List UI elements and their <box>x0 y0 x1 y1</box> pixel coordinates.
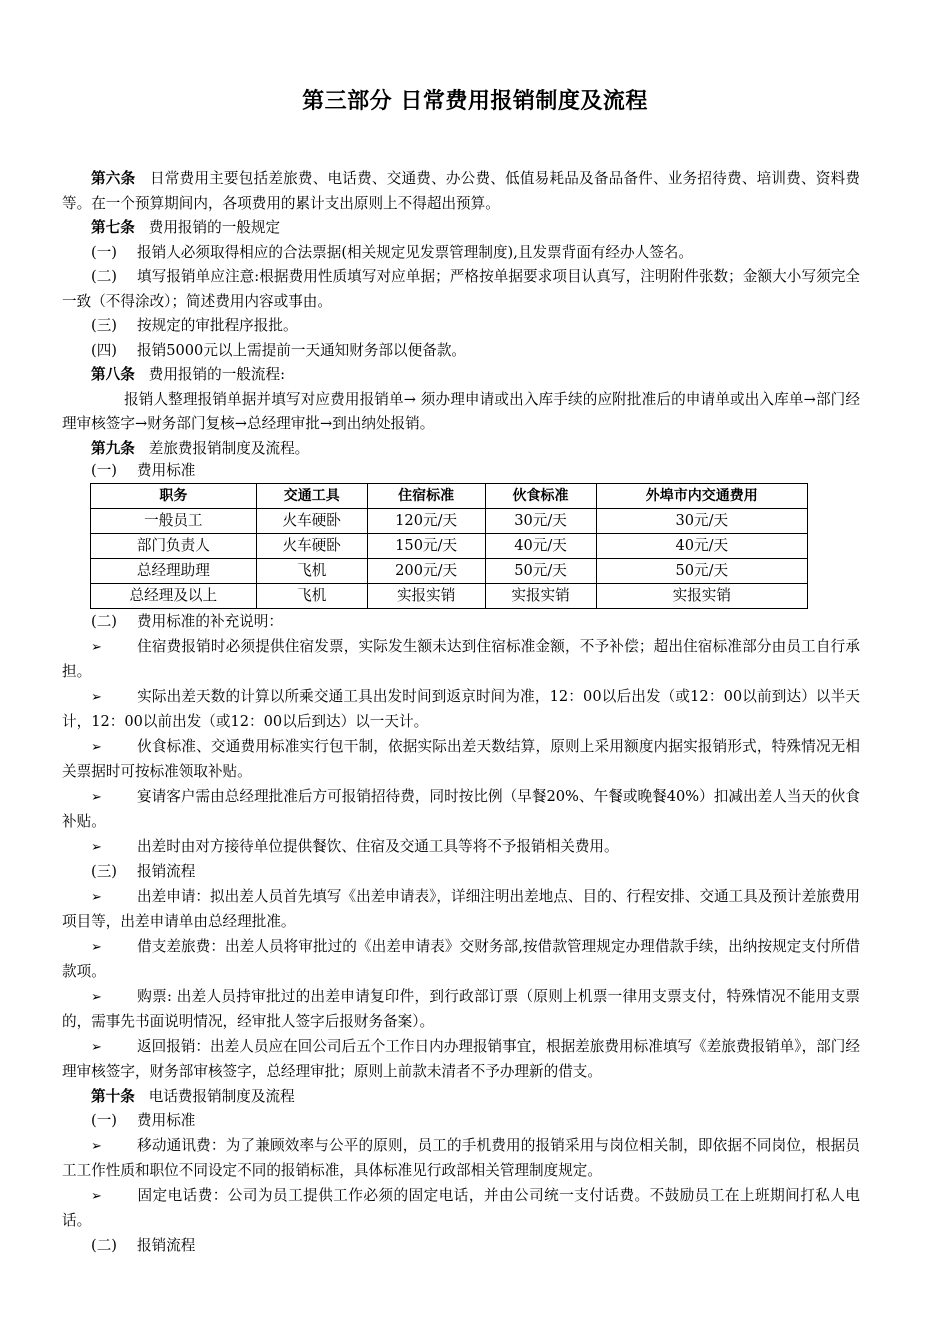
table-row <box>91 584 808 609</box>
arrow-bullet-icon: ➢ <box>91 989 102 1005</box>
table-cell: 200元/天 <box>367 559 485 584</box>
list-item <box>62 314 860 339</box>
article-7 <box>62 216 860 241</box>
item-number: (一) <box>91 1112 117 1129</box>
bullet-item <box>62 885 860 935</box>
subsection-title: 费用标准 <box>137 1112 196 1129</box>
item-text: 按规定的审批程序报批。 <box>137 317 298 334</box>
table-cell: 一般员工 <box>91 509 257 534</box>
article-label: 第八条 <box>91 366 135 383</box>
column-header: 住宿标准 <box>367 484 485 509</box>
table-cell: 飞机 <box>256 584 367 609</box>
arrow-bullet-icon: ➢ <box>91 689 102 705</box>
arrow-bullet-icon: ➢ <box>91 1188 102 1204</box>
table-cell: 120元/天 <box>367 509 485 534</box>
column-header: 伙食标准 <box>485 484 596 509</box>
subsection <box>62 610 860 635</box>
bullet-text: 实际出差天数的计算以所乘交通工具出发时间到返京时间为准，12：00以后出发（或12：00以前到达）以半天计，12：00以前出发（或12：00以后到达）以一天计。 <box>62 687 860 730</box>
arrow-bullet-icon: ➢ <box>91 789 102 805</box>
table-cell: 总经理助理 <box>91 559 257 584</box>
subsection <box>62 461 860 481</box>
arrow-bullet-icon: ➢ <box>91 839 102 855</box>
article-text: 费用报销的一般流程: <box>148 366 285 383</box>
arrow-bullet-icon: ➢ <box>91 939 102 955</box>
table-row <box>91 559 808 584</box>
table-cell: 飞机 <box>256 559 367 584</box>
table-cell: 部门负责人 <box>91 534 257 559</box>
table-header-row <box>91 484 808 509</box>
subsection <box>62 1234 860 1259</box>
article-label: 第九条 <box>91 439 135 457</box>
table-cell: 40元/天 <box>596 534 807 559</box>
item-number: (一) <box>91 243 117 261</box>
list-item <box>62 265 860 314</box>
article-text: 差旅费报销制度及流程。 <box>148 439 310 457</box>
arrow-bullet-icon: ➢ <box>91 1039 102 1055</box>
item-number: (二) <box>91 268 117 285</box>
article-text: 电话费报销制度及流程 <box>148 1087 295 1105</box>
column-header: 职务 <box>91 484 257 509</box>
subsection <box>62 1109 860 1134</box>
item-text: 报销人必须取得相应的合法票据(相关规定见发票管理制度),且发票背面有经办人签名。 <box>137 243 693 261</box>
bullet-text: 移动通讯费：为了兼顾效率与公平的原则，员工的手机费用的报销采用与岗位相关制，即依据不同岗位，根据员工工作性质和职位不同设定不同的报销标准，具体标准见行政部相关管理制度规定。 <box>62 1136 860 1179</box>
bullet-text: 伙食标准、交通费用标准实行包干制，依据实际出差天数结算，原则上采用额度内据实报销形式，特殊情况无相关票据时可按标准领取补贴。 <box>62 737 860 780</box>
article-text: 费用报销的一般规定 <box>148 219 281 236</box>
table-cell: 实报实销 <box>485 584 596 609</box>
bullet-item <box>62 985 860 1035</box>
process-flow: 报销人整理报销单据并填写对应费用报销单→ 须办理申请或出入库手续的应附批准后的申请单或出入库单→部门经理审核签字→财务部门复核→总经理审批→到出纳处报销。 <box>62 390 860 432</box>
bullet-item <box>62 935 860 985</box>
subsection-title: 费用标准的补充说明： <box>137 613 283 630</box>
arrow-bullet-icon: ➢ <box>91 739 102 755</box>
table-cell: 火车硬卧 <box>256 534 367 559</box>
bullet-text: 返回报销：出差人员应在回公司后五个工作日内办理报销事宜，根据差旅费用标准填写《差旅费报销单》，部门经理审核签字，财务部审核签字，总经理审批；原则上前款未清者不予办理新的借支。 <box>62 1037 860 1080</box>
item-number: (二) <box>91 613 117 630</box>
article-9 <box>62 437 860 462</box>
bullet-item <box>62 785 860 835</box>
table-cell: 150元/天 <box>367 534 485 559</box>
subsection-title: 报销流程 <box>137 1236 196 1254</box>
bullet-text: 购票: 出差人员持审批过的出差申请复印件，到行政部订票（原则上机票一律用支票支付，特殊情况不能用支票的，需事先书面说明情况，经审批人签字后报财务备案）。 <box>62 987 860 1030</box>
table-cell: 50元/天 <box>596 559 807 584</box>
arrow-bullet-icon: ➢ <box>91 639 102 655</box>
article-label: 第六条 <box>91 170 136 187</box>
bullet-item <box>62 1184 860 1234</box>
table-cell: 实报实销 <box>596 584 807 609</box>
bullet-text: 出差时由对方接待单位提供餐饮、住宿及交通工具等将不予报销相关费用。 <box>137 837 619 855</box>
document-body <box>62 167 860 1258</box>
list-item <box>62 241 860 266</box>
bullet-text: 宴请客户需由总经理批准后方可报销招待费，同时按比例（早餐20%、午餐或晚餐40%）扣减出差人当天的伙食补贴。 <box>62 787 860 830</box>
article-text: 日常费用主要包括差旅费、电话费、交通费、办公费、低值易耗品及备品备件、业务招待费、培训费、资料费等。在一个预算期间内，各项费用的累计支出原则上不得超出预算。 <box>62 170 860 212</box>
bullet-item <box>62 735 860 785</box>
table-cell: 火车硬卧 <box>256 509 367 534</box>
page-title: 第三部分 日常费用报销制度及流程 <box>302 89 648 114</box>
article-8 <box>62 363 860 388</box>
list-item <box>62 339 860 364</box>
article-6 <box>62 167 860 216</box>
table-cell: 总经理及以上 <box>91 584 257 609</box>
bullet-item <box>62 1035 860 1085</box>
subsection <box>62 860 860 885</box>
table-row <box>91 534 808 559</box>
item-number: (三) <box>91 863 117 880</box>
article-label: 第七条 <box>91 219 135 236</box>
item-number: (四) <box>91 341 117 359</box>
item-text: 填写报销单应注意:根据费用性质填写对应单据；严格按单据要求项目认真写，注明附件张数；金额大小写须完全一致（不得涂改）；简述费用内容或事由。 <box>62 268 860 310</box>
arrow-bullet-icon: ➢ <box>91 889 102 905</box>
column-header: 外埠市内交通费用 <box>596 484 807 509</box>
article-label: 第十条 <box>91 1087 135 1105</box>
table-cell: 50元/天 <box>485 559 596 584</box>
bullet-item <box>62 685 860 735</box>
table-cell: 30元/天 <box>596 509 807 534</box>
article-10 <box>62 1085 860 1110</box>
item-number: (一) <box>91 462 117 479</box>
table-cell: 40元/天 <box>485 534 596 559</box>
travel-standards-table <box>90 483 808 609</box>
item-text: 报销5000元以上需提前一天通知财务部以便备款。 <box>137 341 467 359</box>
column-header: 交通工具 <box>256 484 367 509</box>
subsection-title: 报销流程 <box>137 863 196 880</box>
bullet-text: 借支差旅费：出差人员将审批过的《出差申请表》交财务部,按借款管理规定办理借款手续，出纳按规定支付所借款项。 <box>62 937 860 980</box>
bullet-text: 固定电话费：公司为员工提供工作必须的固定电话，并由公司统一支付话费。不鼓励员工在上班期间打私人电话。 <box>62 1186 860 1229</box>
item-number: (二) <box>91 1236 117 1254</box>
bullet-text: 住宿费报销时必须提供住宿发票，实际发生额未达到住宿标准金额，不予补偿；超出住宿标准部分由员工自行承担。 <box>62 637 860 680</box>
bullet-item <box>62 1134 860 1184</box>
bullet-item <box>62 635 860 685</box>
subsection-title: 费用标准 <box>137 462 196 479</box>
item-number: (三) <box>91 317 117 334</box>
arrow-bullet-icon: ➢ <box>91 1138 102 1154</box>
table-row <box>91 509 808 534</box>
bullet-text: 出差申请：拟出差人员首先填写《出差申请表》，详细注明出差地点、目的、行程安排、交通工具及预计差旅费用项目等，出差申请单由总经理批准。 <box>62 887 860 930</box>
bullet-item <box>62 835 860 861</box>
table-cell: 30元/天 <box>485 509 596 534</box>
table-cell: 实报实销 <box>367 584 485 609</box>
